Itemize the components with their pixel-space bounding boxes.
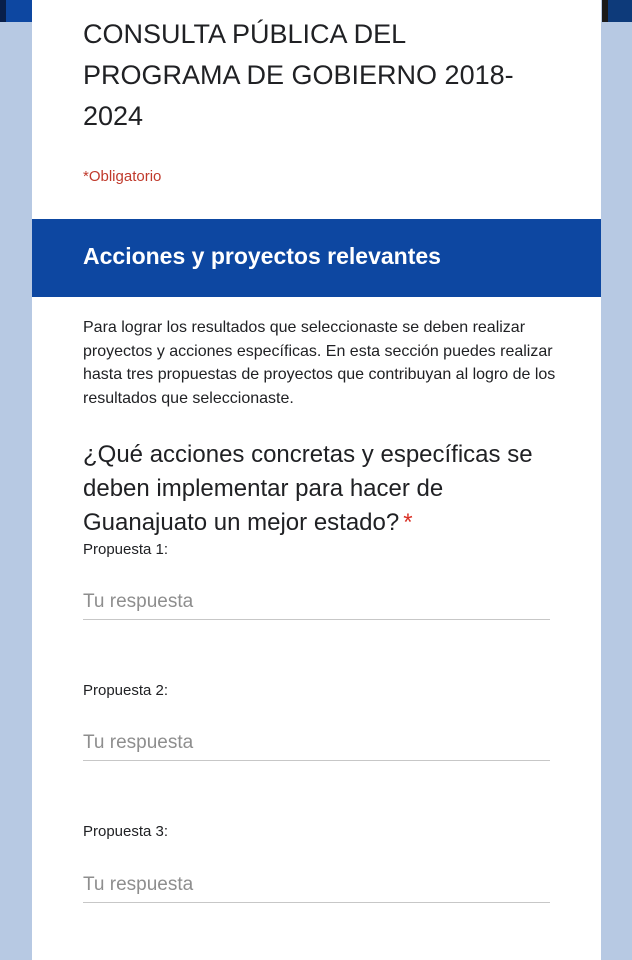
form-title: CONSULTA PÚBLICA DEL PROGRAMA DE GOBIERNO 2018-2024: [83, 19, 514, 131]
section-title: Acciones y proyectos relevantes: [83, 243, 441, 269]
proposal-1-label: Propuesta 1:: [83, 541, 169, 558]
proposal-2-input[interactable]: [83, 726, 550, 761]
required-note: *Obligatorio: [83, 168, 162, 185]
background-corner-left: [0, 0, 32, 22]
section-header: [32, 219, 601, 297]
question-text: ¿Qué acciones concretas y específicas se deben implementar para hacer de Guanajuato un mejor estado?: [83, 441, 533, 536]
proposal-3-input[interactable]: [83, 868, 550, 903]
required-asterisk: *: [403, 509, 413, 536]
section-description: Para lograr los resultados que seleccionaste se deben realizar proyectos y acciones específicas. En esta sección puedes realizar hasta tres propuestas de proyectos que contribuyan al logro de los resultados que seleccionaste.: [83, 319, 556, 407]
proposal-3-label: Propuesta 3:: [83, 823, 169, 840]
question-title: [83, 438, 553, 540]
background-corner-right: [602, 0, 632, 22]
proposal-1-input[interactable]: [83, 585, 550, 620]
form-card: [32, 0, 601, 960]
proposal-2-label: Propuesta 2:: [83, 682, 169, 699]
